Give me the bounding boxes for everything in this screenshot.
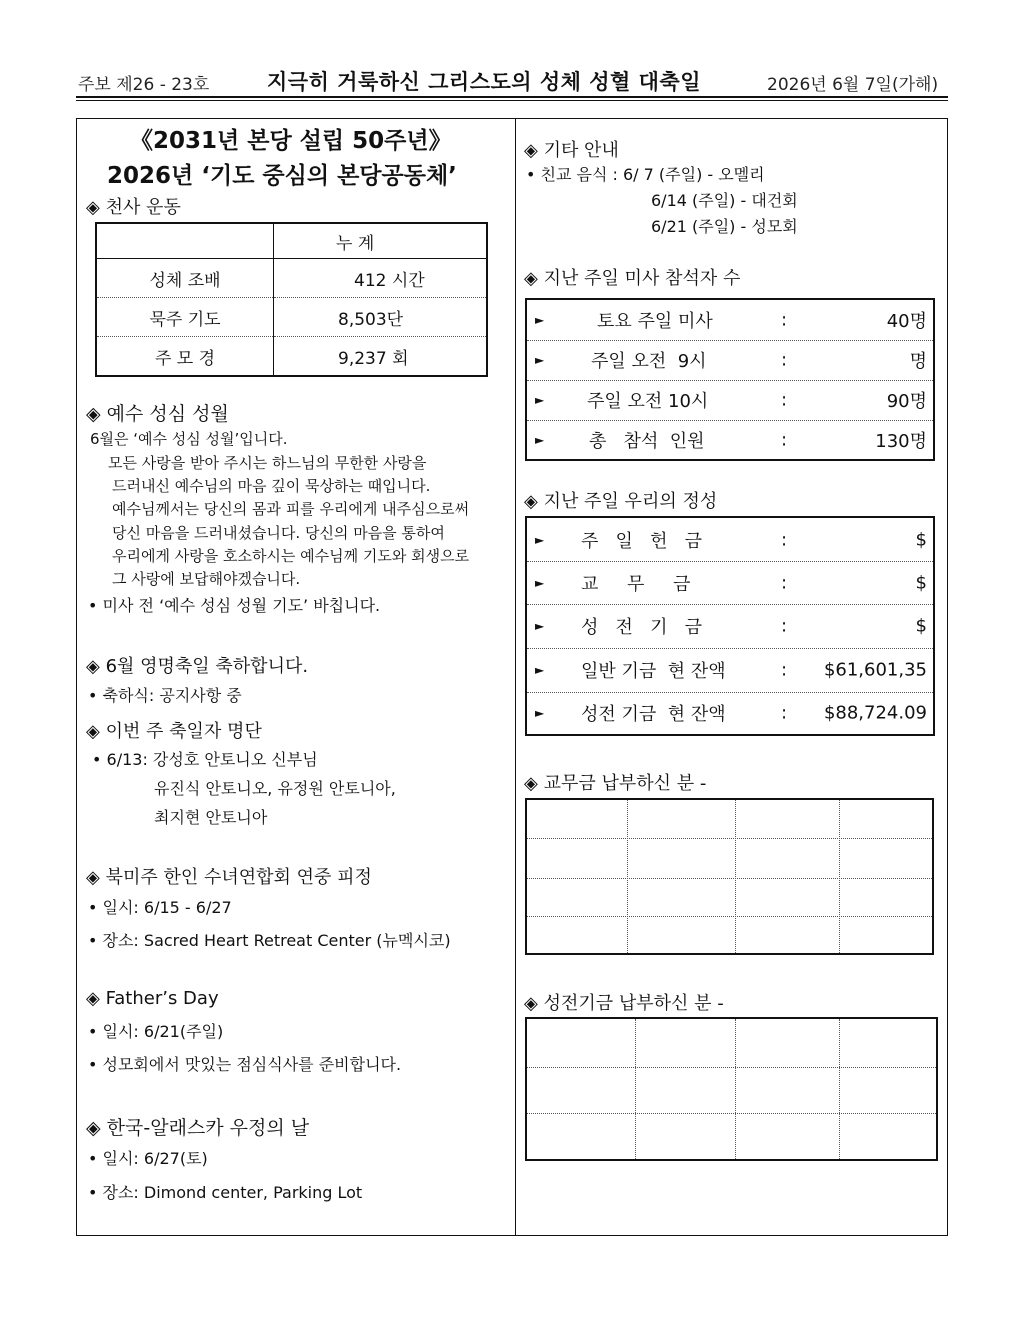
- offering-row: [527, 692, 933, 734]
- table-row: [96, 298, 487, 337]
- attendance-label: 주일 오전 10시: [587, 391, 709, 412]
- offering-row: [527, 518, 933, 562]
- grid-line: [527, 878, 932, 879]
- table-row: [96, 337, 487, 377]
- column-divider: [515, 118, 516, 1236]
- angel-heading: ◈ 천사 운동: [86, 197, 181, 218]
- header-rule: [76, 96, 948, 98]
- alaska-day-place: • 장소: Dimond center, Parking Lot: [88, 1183, 363, 1202]
- sacred-heart-line: 6월은 ‘예수 성심 성월’입니다.: [90, 430, 288, 448]
- alaska-day-date: • 일시: 6/27(토): [88, 1149, 208, 1168]
- sisters-retreat-date: • 일시: 6/15 - 6/27: [88, 898, 232, 917]
- sacred-heart-line: 그 사랑에 보답해야겠습니다.: [112, 570, 301, 588]
- offering-value: $: [915, 615, 927, 637]
- colon: :: [781, 659, 788, 681]
- arrow-icon: ►: [535, 619, 545, 633]
- offering-label: 교 무 금: [581, 573, 691, 595]
- sisters-retreat-place: • 장소: Sacred Heart Retreat Center (뉴멕시코): [88, 931, 451, 950]
- fathers-day-date: • 일시: 6/21(주일): [88, 1022, 224, 1041]
- row-label: 묵주 기도: [96, 298, 274, 337]
- attendance-value: 40명: [886, 311, 927, 332]
- attendance-box: [525, 298, 935, 461]
- grid-line: [839, 1019, 840, 1159]
- offering-row: [527, 604, 933, 649]
- row-label: 주 모 경: [96, 337, 274, 377]
- grid-line: [527, 1067, 936, 1068]
- yearly-theme: 2026년 ‘기도 중심의 본당공동체’: [107, 163, 457, 189]
- sisters-retreat-heading: ◈ 북미주 한인 수녀연합회 연중 피정: [86, 867, 372, 888]
- colon: :: [781, 309, 788, 331]
- attendance-heading: ◈ 지난 주일 미사 참석자 수: [524, 268, 741, 289]
- offering-value: $: [915, 572, 927, 593]
- sacred-heart-heading: ◈ 예수 성심 성월: [86, 403, 229, 425]
- sacred-heart-line: 드러내신 예수님의 마음 깊이 묵상하는 때입니다.: [112, 477, 431, 495]
- grid-line: [839, 800, 840, 953]
- sacred-heart-line: 예수님께서는 당신의 몸과 피를 우리에게 내주심으로써: [112, 500, 470, 518]
- sacred-heart-line: 당신 마음을 드러내셨습니다. 당신의 마음을 통하여: [112, 524, 445, 542]
- feast-list-line: 최지현 안토니아: [154, 808, 268, 827]
- attendance-value: 명: [909, 351, 927, 372]
- offering-value: $88,724.09: [823, 702, 927, 724]
- colon: :: [781, 349, 788, 371]
- attendance-row: [527, 300, 933, 341]
- row-value: 412 시간: [274, 259, 488, 298]
- colon: :: [781, 572, 788, 593]
- offering-value: $: [915, 529, 927, 550]
- arrow-icon: ►: [535, 432, 545, 447]
- offering-row: [527, 561, 933, 605]
- feast-list-line: • 6/13: 강성호 안토니오 신부님: [92, 750, 318, 769]
- dues-donors-grid: [525, 798, 934, 955]
- grid-line: [527, 838, 932, 839]
- colon: :: [781, 615, 788, 637]
- offering-label: 주 일 헌 금: [581, 530, 703, 552]
- colon: :: [781, 702, 788, 724]
- arrow-icon: ►: [535, 353, 545, 367]
- row-label: 성체 조배: [96, 259, 274, 298]
- arrow-icon: ►: [535, 532, 545, 547]
- offering-label: 성전 기금 현 잔액: [581, 704, 726, 725]
- feast-bullet: • 축하식: 공지사항 중: [88, 686, 242, 705]
- attendance-label: 주일 오전 9시: [591, 351, 707, 372]
- building-fund-donors-heading: ◈ 성전기금 납부하신 분 -: [524, 993, 724, 1014]
- attendance-value: 130명: [875, 430, 927, 452]
- attendance-row: [527, 420, 933, 459]
- offering-label: 성 전 기 금: [581, 617, 703, 638]
- fellowship-food-line: 6/14 (주일) - 대건회: [651, 191, 798, 210]
- sacred-heart-bullet: • 미사 전 ‘예수 성심 성월 기도’ 바칩니다.: [88, 596, 381, 615]
- attendance-row: [527, 380, 933, 421]
- arrow-icon: ►: [535, 393, 545, 407]
- attendance-value: 90명: [886, 391, 927, 412]
- fathers-day-heading: ◈ Father’s Day: [86, 988, 219, 1009]
- arrow-icon: ►: [535, 575, 545, 590]
- grid-line: [735, 1019, 736, 1159]
- angel-table: [95, 222, 488, 377]
- dues-donors-heading: ◈ 교무금 납부하신 분 -: [524, 773, 707, 794]
- arrow-icon: ►: [535, 706, 545, 720]
- table-row: [96, 259, 487, 298]
- fathers-day-note: • 성모회에서 맛있는 점심식사를 준비합니다.: [88, 1055, 402, 1074]
- header-rule-thin: [76, 100, 948, 101]
- arrow-icon: ►: [535, 663, 545, 677]
- page-title: 지극히 거룩하신 그리스도의 성체 성혈 대축일: [267, 70, 701, 94]
- row-value: 8,503단: [274, 298, 488, 337]
- feast-list-line: 유진식 안토니오, 유정원 안토니아,: [154, 779, 396, 798]
- grid-line: [527, 1113, 936, 1114]
- table-header-row: [96, 223, 487, 259]
- colon: :: [781, 529, 788, 550]
- sacred-heart-line: 모든 사랑을 받아 주시는 하느님의 무한한 사랑을: [108, 454, 427, 472]
- sacred-heart-line: 우리에게 사랑을 호소하시는 예수님께 기도와 회생으로: [112, 547, 470, 565]
- grid-line: [627, 800, 628, 953]
- arrow-icon: ►: [535, 313, 545, 327]
- building-fund-donors-grid: [525, 1017, 938, 1161]
- issue-number: 주보 제26 - 23호: [78, 75, 210, 95]
- feast-list-heading: ◈ 이번 주 축일자 명단: [86, 721, 262, 742]
- feast-heading: ◈ 6월 영명축일 축하합니다.: [86, 656, 309, 677]
- colon: :: [781, 429, 788, 450]
- table-corner: [96, 223, 274, 259]
- attendance-label: 토요 주일 미사: [597, 311, 713, 332]
- fellowship-food-line: • 친교 음식 : 6/ 7 (주일) - 오멜리: [526, 165, 765, 184]
- colon: :: [781, 389, 788, 411]
- alaska-day-heading: ◈ 한국-알래스카 우정의 날: [86, 1117, 310, 1139]
- grid-line: [527, 916, 932, 917]
- anniversary-banner: 《2031년 본당 설립 50주년》: [130, 128, 452, 154]
- offering-value: $61,601,35: [823, 659, 927, 681]
- offering-row: [527, 648, 933, 693]
- row-value: 9,237 회: [338, 348, 409, 369]
- issue-date: 2026년 6월 7일(가해): [767, 75, 939, 95]
- total-column-header: 누 계: [274, 223, 488, 259]
- grid-line: [735, 800, 736, 953]
- offering-label: 일반 기금 현 잔액: [581, 661, 726, 682]
- offering-heading: ◈ 지난 주일 우리의 정성: [524, 491, 718, 512]
- offering-box: [525, 516, 935, 736]
- attendance-row: [527, 340, 933, 381]
- grid-line: [635, 1019, 636, 1159]
- other-notice-heading: ◈ 기타 안내: [524, 140, 619, 161]
- fellowship-food-line: 6/21 (주일) - 성모회: [651, 217, 798, 236]
- attendance-label: 총 참석 인원: [589, 430, 705, 452]
